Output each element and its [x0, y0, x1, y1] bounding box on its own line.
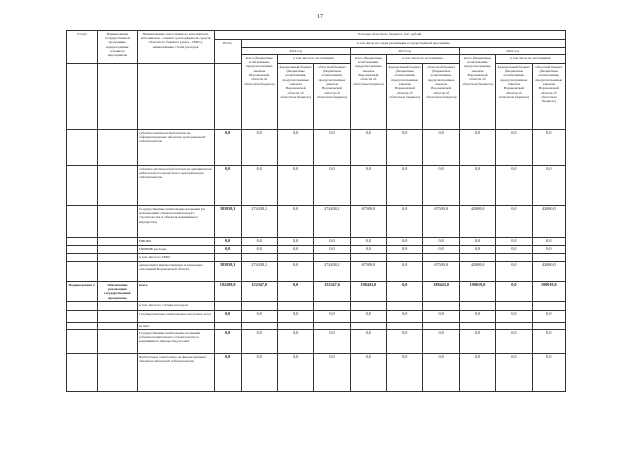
row-value: 0,0	[423, 353, 459, 391]
header-expenses: Расходы областного бюджета, тыс. рублей	[214, 31, 565, 40]
header-federal-2016: федеральный бюджет (бюджетные ассигнования, предусмотренные законом Воронежской области об областном бюджете)	[496, 64, 532, 130]
row-value: 0,0	[314, 130, 350, 166]
row-value: 0,0	[387, 262, 423, 282]
row-value	[277, 254, 313, 262]
row-program-name	[98, 262, 137, 282]
row-value: 67500,0	[423, 262, 459, 282]
budget-table	[66, 30, 566, 392]
row-value: 0,0	[387, 206, 423, 238]
header-name: Наименование государственной программы, подпрограммы, основного мероприятия	[98, 31, 137, 64]
row-value	[241, 301, 277, 310]
row-label: всего	[137, 282, 214, 302]
header-sources-2015: в том числе по источникам:	[387, 55, 460, 64]
row-program-name	[98, 301, 137, 310]
row-value: 0,0	[214, 353, 241, 391]
row-value: 0,0	[387, 246, 423, 254]
row-program-name	[98, 166, 137, 206]
header-by-years: в том числе по годам реализации государственной программы	[241, 40, 565, 48]
row-value: 0,0	[496, 282, 532, 302]
row-value: 0,0	[532, 353, 565, 391]
table-row	[67, 254, 566, 262]
row-value	[350, 301, 386, 310]
row-value: 0,0	[241, 246, 277, 254]
row-status: Подпрограмма 2	[67, 282, 98, 302]
row-value	[496, 254, 532, 262]
row-value: 274438,1	[314, 206, 350, 238]
row-value: 42000,0	[532, 206, 565, 238]
row-value: 0,0	[387, 310, 423, 322]
row-value	[387, 301, 423, 310]
row-label: субсидии казенным бюджетам на софинансирование объектов муниципальной собственности	[137, 130, 214, 166]
row-status	[67, 254, 98, 262]
row-value	[387, 254, 423, 262]
row-program-name	[98, 238, 137, 246]
row-value	[532, 254, 565, 262]
row-value: 42000,0	[459, 262, 495, 282]
row-value	[214, 254, 241, 262]
row-status	[67, 310, 98, 322]
row-value: 0,0	[459, 310, 495, 322]
row-value: 0,0	[459, 130, 495, 166]
row-value	[214, 322, 241, 329]
row-value: 0,0	[241, 329, 277, 353]
row-value: 0,0	[350, 130, 386, 166]
table-row	[67, 262, 566, 282]
row-status	[67, 353, 98, 391]
row-value: 0,0	[459, 246, 495, 254]
row-status	[67, 238, 98, 246]
row-status	[67, 166, 98, 206]
row-value: 0,0	[387, 282, 423, 302]
row-value: 188443,0	[423, 282, 459, 302]
row-value: 383938,1	[214, 262, 241, 282]
row-value: 0,0	[314, 329, 350, 353]
row-status	[67, 329, 98, 353]
header-total: Всего	[214, 40, 241, 64]
row-label: Государственные капитальные вложения (за исключением объектов капитального строительства и объектов недвижимого имущества)	[137, 206, 214, 238]
row-value: 0,0	[277, 353, 313, 391]
row-value	[277, 322, 313, 329]
row-value: 0,0	[214, 329, 241, 353]
row-value: 0,0	[387, 166, 423, 206]
row-value: 0,0	[532, 246, 565, 254]
table-row	[67, 130, 566, 166]
row-value: 0,0	[277, 130, 313, 166]
row-value: 0,0	[387, 353, 423, 391]
header-regional-2014: областной бюджет (бюджетные ассигнования, предусмотренные законом Воронежской области об областном бюджете)	[314, 64, 350, 130]
row-value: 0,0	[423, 130, 459, 166]
row-value	[459, 322, 495, 329]
row-value	[423, 322, 459, 329]
row-value	[459, 301, 495, 310]
row-program-name	[98, 329, 137, 353]
row-value: 0,0	[241, 130, 277, 166]
row-value	[314, 322, 350, 329]
row-value: 0,0	[532, 329, 565, 353]
header-responsible: Наименование ответственного исполнителя, исполнителя - главного распорядителя средств областного бюджета (далее - ГРБС), наименование статей расходов	[137, 31, 214, 64]
row-value	[241, 322, 277, 329]
header-total-2015: всего (бюджетные ассигнования, предусмотренные законом Воронежской области об областном бюджете)	[350, 55, 386, 130]
table-row	[67, 282, 566, 302]
row-value: 0,0	[214, 238, 241, 246]
row-value: 152347,0	[314, 282, 350, 302]
row-value: 274438,1	[314, 262, 350, 282]
row-value: 42000,0	[459, 206, 495, 238]
table-row	[67, 206, 566, 238]
row-program-name	[98, 254, 137, 262]
row-value: 0,0	[532, 310, 565, 322]
row-status	[67, 130, 98, 166]
row-label: в том числе по ГРБС:	[137, 254, 214, 262]
row-label: в том числе по статьям расходов:	[137, 301, 214, 310]
row-value: 0,0	[496, 206, 532, 238]
row-value: 0,0	[350, 353, 386, 391]
row-program-name: Обеспечение реализации государственной программы	[98, 282, 137, 302]
row-value	[277, 301, 313, 310]
row-value: 0,0	[277, 329, 313, 353]
row-label: ПРОЧИЕ расходы	[137, 246, 214, 254]
row-label: субсидии местным бюджетам на приобретение недвижимого имущества в муниципальную собственность	[137, 166, 214, 206]
row-label: Государственные капитальные вложения (объекты капитального строительства и недвижимого имущества), из них:	[137, 329, 214, 353]
row-value: 0,0	[214, 310, 241, 322]
row-value: 0,0	[496, 329, 532, 353]
row-status	[67, 246, 98, 254]
row-status	[67, 322, 98, 329]
row-value	[350, 322, 386, 329]
row-value: 0,0	[314, 246, 350, 254]
header-federal-2014: федеральный бюджет (бюджетные ассигнования, предусмотренные законом Воронежской области об областном бюджете)	[277, 64, 313, 130]
row-program-name	[98, 310, 137, 322]
row-value: 0,0	[532, 166, 565, 206]
row-value: 0,0	[314, 238, 350, 246]
row-value: 199019,0	[459, 282, 495, 302]
table-row	[67, 310, 566, 322]
row-value: 0,0	[314, 310, 350, 322]
table-row	[67, 238, 566, 246]
row-value: 0,0	[423, 246, 459, 254]
row-value: 0,0	[496, 246, 532, 254]
row-status	[67, 301, 98, 310]
row-value: 0,0	[423, 238, 459, 246]
row-value: 0,0	[277, 262, 313, 282]
row-label: из них:	[137, 322, 214, 329]
row-value: 0,0	[277, 310, 313, 322]
row-value: 0,0	[387, 130, 423, 166]
row-value: 152347,0	[241, 282, 277, 302]
row-value: 67500,0	[350, 206, 386, 238]
table-row	[67, 301, 566, 310]
row-value	[496, 301, 532, 310]
row-value: 188443,0	[350, 282, 386, 302]
row-value	[241, 254, 277, 262]
table-row	[67, 322, 566, 329]
header-status: Статус	[67, 31, 98, 64]
row-value: 0,0	[496, 166, 532, 206]
row-value: 42000,0	[532, 262, 565, 282]
header-total-2014: всего (бюджетные ассигнования, предусмотренные законом Воронежской области об областном бюджете)	[241, 55, 277, 130]
table-row	[67, 353, 566, 391]
row-value: 0,0	[496, 238, 532, 246]
row-status	[67, 206, 98, 238]
row-value: 0,0	[350, 310, 386, 322]
row-value: 0,0	[277, 282, 313, 302]
row-value: 274438,1	[241, 262, 277, 282]
row-program-name	[98, 206, 137, 238]
row-value: 0,0	[214, 166, 241, 206]
row-value: 0,0	[423, 329, 459, 353]
row-program-name	[98, 130, 137, 166]
row-value	[423, 301, 459, 310]
row-value: 0,0	[214, 246, 241, 254]
row-value: 0,0	[459, 166, 495, 206]
row-value	[214, 301, 241, 310]
row-value	[459, 254, 495, 262]
row-status	[67, 262, 98, 282]
row-value: 0,0	[277, 238, 313, 246]
row-value: 0,0	[277, 246, 313, 254]
page-number: 17	[317, 14, 323, 20]
row-value: 0,0	[241, 238, 277, 246]
row-label: Бюджетные инвестиции на финансирование объектов областной собственности	[137, 353, 214, 391]
row-value: 0,0	[532, 130, 565, 166]
row-value: 0,0	[496, 262, 532, 282]
row-value: 0,0	[496, 130, 532, 166]
row-value: 0,0	[350, 238, 386, 246]
row-value: 0,0	[387, 329, 423, 353]
row-value: 0,0	[423, 310, 459, 322]
header-total-2016: всего (бюджетные ассигнования, предусмотренные законом Воронежской области об областном бюджете)	[459, 55, 495, 130]
row-value: 0,0	[459, 238, 495, 246]
row-value: 0,0	[350, 329, 386, 353]
row-value: 0,0	[496, 353, 532, 391]
row-value: 199019,0	[532, 282, 565, 302]
row-value: 383938,1	[214, 206, 241, 238]
row-value: 0,0	[241, 166, 277, 206]
row-value: 0,0	[350, 166, 386, 206]
row-program-name	[98, 322, 137, 329]
row-value: 0,0	[241, 353, 277, 391]
row-value: 192209,8	[214, 282, 241, 302]
row-value: 0,0	[496, 310, 532, 322]
row-value	[532, 322, 565, 329]
header-federal-2015: федеральный бюджет (бюджетные ассигнования, предусмотренные законом Воронежской области об областном бюджете)	[387, 64, 423, 130]
header-sources-2014: в том числе по источникам:	[277, 55, 350, 64]
row-value: 67500,0	[350, 262, 386, 282]
row-value	[350, 254, 386, 262]
row-value: 67500,0	[423, 206, 459, 238]
header-regional-2015: областной бюджет (бюджетные ассигнования, предусмотренные законом Воронежской области об областном бюджете)	[423, 64, 459, 130]
table-row	[67, 166, 566, 206]
row-value: 0,0	[277, 206, 313, 238]
row-value: 0,0	[532, 238, 565, 246]
row-label: НИОКР	[137, 238, 214, 246]
row-program-name	[98, 246, 137, 254]
row-value	[496, 322, 532, 329]
row-value: 0,0	[350, 246, 386, 254]
table-row	[67, 329, 566, 353]
row-value: 0,0	[277, 166, 313, 206]
row-value: 0,0	[459, 353, 495, 391]
row-program-name	[98, 353, 137, 391]
row-value: 0,0	[387, 238, 423, 246]
table-row	[67, 246, 566, 254]
row-value: 274438,1	[241, 206, 277, 238]
row-value: 0,0	[214, 130, 241, 166]
row-value	[387, 322, 423, 329]
row-label: Государственные капитальные вложения, всего	[137, 310, 214, 322]
row-value: 0,0	[423, 166, 459, 206]
header-year-2014: 2014 год	[241, 48, 350, 55]
row-value	[314, 301, 350, 310]
row-value: 0,0	[459, 329, 495, 353]
row-value: 0,0	[314, 353, 350, 391]
row-value	[314, 254, 350, 262]
row-label: департамент имущественных и земельных отношений Воронежской области	[137, 262, 214, 282]
header-regional-2016: областной бюджет (бюджетные ассигнования, предусмотренные законом Воронежской области об областном бюджете)	[532, 64, 565, 130]
row-value	[532, 301, 565, 310]
row-value: 0,0	[314, 166, 350, 206]
header-sources-2016: в том числе по источникам:	[496, 55, 566, 64]
header-year-2016: 2016 год	[459, 48, 565, 55]
row-value	[423, 254, 459, 262]
row-value: 0,0	[241, 310, 277, 322]
header-year-2015: 2015 год	[350, 48, 459, 55]
